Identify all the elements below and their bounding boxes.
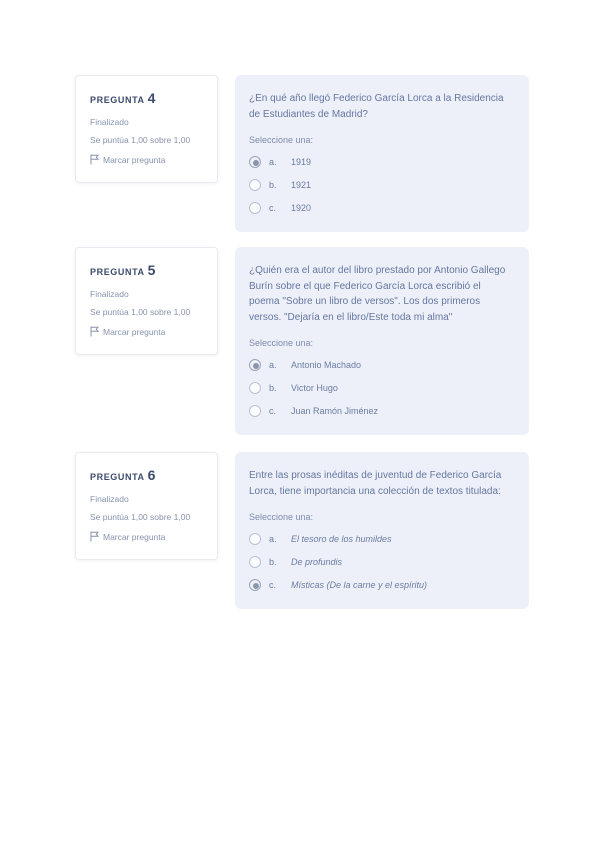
question-label: PREGUNTA <box>90 267 145 277</box>
flag-question-link[interactable] <box>90 531 205 542</box>
question-info-card-5 <box>75 247 218 355</box>
option-letter: b. <box>269 180 277 190</box>
question-status: Finalizado <box>90 494 129 504</box>
question-row-6 <box>75 452 600 609</box>
radio-icon[interactable] <box>249 533 261 545</box>
question-info-card-4 <box>75 75 218 183</box>
option-text: Místicas (De la carne y el espíritu) <box>291 580 428 590</box>
answer-option[interactable] <box>249 202 509 214</box>
flag-label: Marcar pregunta <box>103 154 166 165</box>
option-letter: c. <box>269 203 277 213</box>
option-letter: a. <box>269 157 277 167</box>
answer-option[interactable] <box>249 382 509 394</box>
select-prompt: Seleccione una: <box>249 512 314 522</box>
option-text: Victor Hugo <box>291 383 338 393</box>
question-panel-4 <box>235 75 529 232</box>
question-number: 4 <box>147 90 156 106</box>
question-text: Entre las prosas inéditas de juventud de Federico García Lorca, tiene importancia una colección de textos titulada: <box>249 470 502 497</box>
question-panel-5 <box>235 247 529 435</box>
option-letter: c. <box>269 580 277 590</box>
flag-question-link[interactable] <box>90 326 205 337</box>
option-text: De profundis <box>291 557 343 567</box>
question-row-4 <box>75 75 600 232</box>
answer-option[interactable] <box>249 556 509 568</box>
option-text: Antonio Machado <box>291 360 362 370</box>
option-text: 1921 <box>291 180 312 190</box>
flag-icon <box>90 531 99 542</box>
radio-icon[interactable] <box>249 156 261 168</box>
flag-icon <box>90 154 99 165</box>
question-grade: Se puntúa 1,00 sobre 1,00 <box>90 512 191 522</box>
option-text: El tesoro de los humildes <box>291 534 392 544</box>
radio-icon[interactable] <box>249 405 261 417</box>
flag-question-link[interactable] <box>90 154 205 165</box>
question-status: Finalizado <box>90 289 129 299</box>
answer-option[interactable] <box>249 179 509 191</box>
question-grade: Se puntúa 1,00 sobre 1,00 <box>90 307 191 317</box>
option-letter: c. <box>269 406 277 416</box>
radio-icon[interactable] <box>249 556 261 568</box>
question-heading <box>90 90 205 108</box>
select-prompt: Seleccione una: <box>249 135 314 145</box>
question-text: ¿Quién era el autor del libro prestado por Antonio Gallego Burín sobre el que Federico García Lorca escribió el poema "Sobre un libro de versos". Los dos primeros versos. "Dejaría en el libro/Este toda mi alma" <box>249 265 506 323</box>
radio-icon[interactable] <box>249 202 261 214</box>
radio-icon[interactable] <box>249 359 261 371</box>
radio-icon[interactable] <box>249 382 261 394</box>
question-text: ¿En qué año llegó Federico García Lorca a la Residencia de Estudiantes de Madrid? <box>249 93 504 120</box>
flag-label: Marcar pregunta <box>103 531 166 542</box>
question-panel-6 <box>235 452 529 609</box>
question-heading <box>90 262 205 280</box>
question-number: 5 <box>147 262 156 278</box>
radio-icon[interactable] <box>249 179 261 191</box>
question-label: PREGUNTA <box>90 472 145 482</box>
answer-option[interactable] <box>249 533 509 545</box>
question-label: PREGUNTA <box>90 95 145 105</box>
flag-icon <box>90 326 99 337</box>
answer-option[interactable] <box>249 156 509 168</box>
question-grade: Se puntúa 1,00 sobre 1,00 <box>90 135 191 145</box>
option-letter: b. <box>269 383 277 393</box>
question-status: Finalizado <box>90 117 129 127</box>
answer-option[interactable] <box>249 405 509 417</box>
option-text: 1920 <box>291 203 312 213</box>
flag-label: Marcar pregunta <box>103 326 166 337</box>
question-number: 6 <box>147 467 156 483</box>
select-prompt: Seleccione una: <box>249 338 314 348</box>
answer-option[interactable] <box>249 359 509 371</box>
option-text: Juan Ramón Jiménez <box>291 406 379 416</box>
question-info-card-6 <box>75 452 218 560</box>
question-row-5 <box>75 247 600 435</box>
option-letter: a. <box>269 360 277 370</box>
option-letter: b. <box>269 557 277 567</box>
radio-icon[interactable] <box>249 579 261 591</box>
option-letter: a. <box>269 534 277 544</box>
question-heading <box>90 467 205 485</box>
answer-option[interactable] <box>249 579 509 591</box>
option-text: 1919 <box>291 157 312 167</box>
